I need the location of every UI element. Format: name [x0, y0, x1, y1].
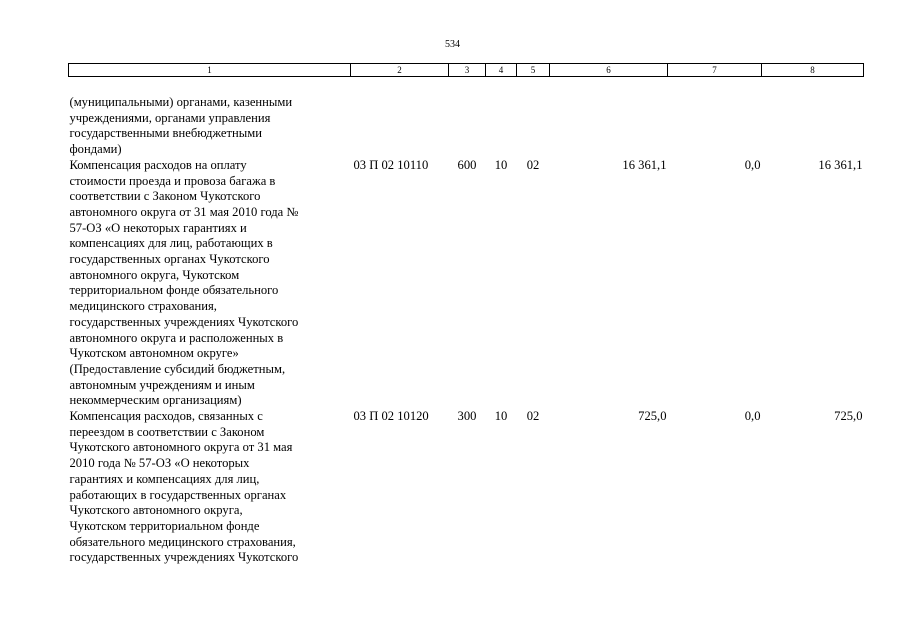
- row-amount-col6: 725,0: [638, 409, 667, 424]
- description-line: (Предоставление субсидий бюджетным,: [69, 361, 286, 376]
- row-subsection: 02: [526, 409, 540, 424]
- row-amount-col8: 16 361,1: [818, 157, 863, 172]
- row-target-code: 03 П 02 10110: [353, 157, 429, 172]
- row-expense-type: [449, 77, 486, 158]
- description-line: Чукотском автономном округе»: [69, 346, 239, 361]
- row-amount-col8: [762, 77, 864, 158]
- row-description: [69, 77, 351, 158]
- page-number: 534: [445, 39, 460, 50]
- description-line: компенсациях для лиц, работающих в: [69, 236, 273, 251]
- row-description: [69, 158, 351, 409]
- description-line: автономного округа, Чукотском: [69, 267, 240, 282]
- description-line: 57-ОЗ «О некоторых гарантиях и: [69, 220, 247, 235]
- description-line: автономного округа от 31 мая 2010 года №: [69, 204, 299, 219]
- column-header-4: 4: [486, 64, 517, 77]
- row-description: [69, 409, 351, 566]
- column-header-2: 2: [351, 64, 449, 77]
- row-amount-col6: 16 361,1: [622, 157, 667, 172]
- row-section: 10: [494, 157, 508, 172]
- row-amount-col7: 0,0: [744, 157, 761, 172]
- description-line: учреждениями, органами управления: [69, 110, 271, 125]
- column-header-6: 6: [550, 64, 668, 77]
- row-target-code: [351, 77, 449, 158]
- table-row: [69, 409, 864, 566]
- table-header-row: [69, 64, 864, 77]
- budget-table: [68, 63, 864, 566]
- row-target-code: 03 П 02 10120: [353, 409, 429, 424]
- column-header-3: 3: [449, 64, 486, 77]
- description-line: территориальном фонде обязательного: [69, 283, 279, 298]
- description-line: обязательного медицинского страхования,: [69, 534, 296, 549]
- description-line: соответствии с Законом Чукотского: [69, 189, 261, 204]
- description-line: гарантиях и компенсациях для лиц,: [69, 471, 260, 486]
- description-line: Компенсация расходов на оплату: [69, 157, 247, 172]
- row-amount-col6: [550, 77, 668, 158]
- description-line: переездом в соответствии с Законом: [69, 424, 265, 439]
- row-amount-col7: [668, 77, 762, 158]
- row-amount-col7: 0,0: [744, 409, 761, 424]
- row-section: [486, 77, 517, 158]
- description-line: государственными внебюджетными: [69, 126, 262, 141]
- column-header-8: 8: [762, 64, 864, 77]
- column-header-7: 7: [668, 64, 762, 77]
- column-header-5: 5: [517, 64, 550, 77]
- description-line: Компенсация расходов, связанных с: [69, 409, 263, 424]
- row-amount-col8: 725,0: [834, 409, 863, 424]
- description-line: медицинского страхования,: [69, 299, 217, 314]
- description-line: государственных органах Чукотского: [69, 252, 270, 267]
- description-line: (муниципальными) органами, казенными: [69, 95, 293, 109]
- row-subsection: [517, 77, 550, 158]
- description-line: некоммерческим организациям): [69, 393, 242, 408]
- description-line: государственных учреждениях Чукотского: [69, 314, 299, 329]
- description-line: Чукотского автономного округа от 31 мая: [69, 440, 293, 455]
- row-expense-type: 300: [457, 409, 477, 424]
- table-row: [69, 77, 864, 158]
- description-line: Чукотском территориальном фонде: [69, 518, 260, 533]
- description-line: автономным учреждениям и иным: [69, 377, 255, 392]
- description-line: Чукотского автономного округа,: [69, 503, 243, 518]
- description-line: государственных учреждениях Чукотского: [69, 550, 299, 565]
- row-section: 10: [494, 409, 508, 424]
- column-header-1: 1: [69, 64, 351, 77]
- description-line: 2010 года № 57-ОЗ «О некоторых: [69, 456, 250, 471]
- description-line: автономного округа и расположенных в: [69, 330, 284, 345]
- row-expense-type: 600: [457, 157, 477, 172]
- description-line: работающих в государственных органах: [69, 487, 287, 502]
- table-row: [69, 158, 864, 409]
- description-line: фондами): [69, 142, 122, 157]
- row-subsection: 02: [526, 157, 540, 172]
- description-line: стоимости проезда и провоза багажа в: [69, 173, 276, 188]
